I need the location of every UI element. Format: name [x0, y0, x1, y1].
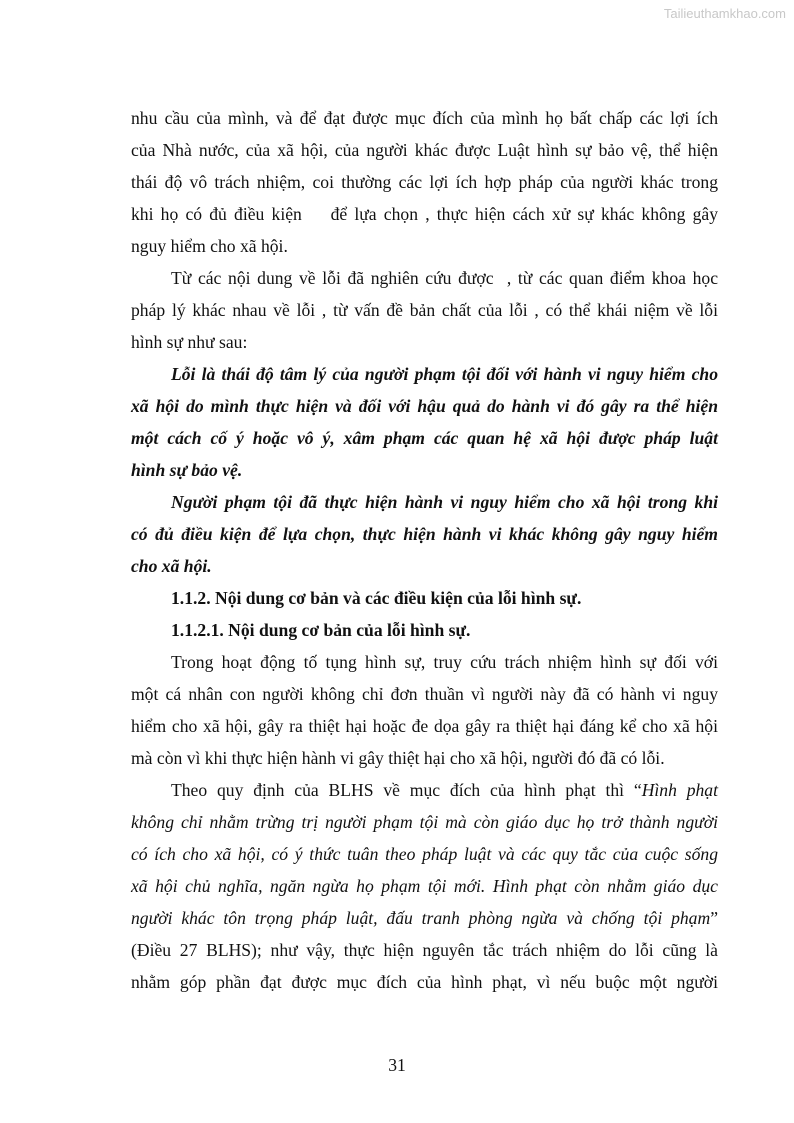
subsection-heading: 1.1.2.1. Nội dung cơ bản của lỗi hình sự. [171, 620, 471, 640]
text-line: có đủ điều kiện để lựa chọn, thực hiện hành vi khác không gây nguy hiểm [131, 524, 718, 544]
paragraph-intro-definition [131, 262, 718, 358]
definition-fault [131, 358, 718, 486]
text-line: nhằm góp phần đạt được mục đích của hình phạt, vì nếu buộc một người [131, 972, 718, 992]
page-number: 31 [388, 1055, 406, 1075]
quote-end: người khác tôn trọng pháp luật, đấu tranh phòng ngừa và chống tội phạm [131, 908, 711, 928]
text-line: của Nhà nước, của xã hội, của người khác được Luật hình sự bảo vệ, thể hiện [131, 140, 718, 160]
section-heading: 1.1.2. Nội dung cơ bản và các điều kiện của lỗi hình sự. [171, 588, 582, 608]
paragraph-criminal-liability [131, 646, 718, 774]
text-line: nhu cầu của mình, và để đạt được mục đích của mình họ bất chấp các lợi ích [131, 108, 718, 128]
text-line: nguy hiểm cho xã hội. [131, 236, 288, 256]
watermark: Tailieuthamkhao.com [663, 6, 786, 21]
definition-offender [131, 486, 718, 582]
text-line: cho xã hội. [131, 556, 212, 576]
paragraph-continuation [131, 102, 718, 262]
text-line: Trong hoạt động tố tụng hình sự, truy cứu trách nhiệm hình sự đối với [171, 652, 718, 672]
quote-lead: Theo quy định của BLHS về mục đích của hình phạt thì “ [171, 780, 642, 800]
text-line: pháp lý khác nhau về lỗi , từ vấn đề bản chất của lỗi , có thể khái niệm về lỗi [131, 300, 718, 320]
text-line: (Điều 27 BLHS); như vậy, thực hiện nguyên tắc trách nhiệm do lỗi cũng là [131, 940, 718, 960]
text-line: khi họ có đủ điều kiện để lựa chọn , thực hiện cách xử sự khác không gây [131, 204, 718, 224]
quote-line: có ích cho xã hội, có ý thức tuân theo pháp luật và các quy tắc của cuộc sống [131, 844, 718, 864]
text-line: mà còn vì khi thực hiện hành vi gây thiệt hại cho xã hội, người đó đã có lỗi. [131, 748, 665, 768]
text-line: hình sự như sau: [131, 332, 248, 352]
text-line: thái độ vô trách nhiệm, coi thường các lợi ích hợp pháp của người khác trong [131, 172, 718, 192]
quote-line: xã hội chủ nghĩa, ngăn ngừa họ phạm tội mới. Hình phạt còn nhằm giáo dục [131, 876, 718, 896]
text-line: Từ các nội dung về lỗi đã nghiên cứu được , từ các quan điểm khoa học [171, 268, 718, 288]
quote-text: Hình phạt [641, 780, 718, 800]
text-line [131, 774, 718, 806]
text-line: hình sự bảo vệ. [131, 460, 243, 480]
text-line: hiểm cho xã hội, gây ra thiệt hại hoặc đe dọa gây ra thiệt hại đáng kể cho xã hội [131, 716, 718, 736]
text-line: một cá nhân con người không chỉ đơn thuần vì người này đã có hành vi nguy [131, 684, 718, 704]
text-line: xã hội do mình thực hiện và đối với hậu quả do hành vi đó gây ra thể hiện [131, 396, 718, 416]
text-line: một cách cố ý hoặc vô ý, xâm phạm các quan hệ xã hội được pháp luật [131, 428, 718, 448]
close-quote: ” [710, 908, 718, 928]
quote-line: không chỉ nhằm trừng trị người phạm tội mà còn giáo dục họ trở thành người [131, 812, 718, 832]
paragraph-purpose-of-punishment [131, 774, 718, 998]
text-line: Lỗi là thái độ tâm lý của người phạm tội đối với hành vi nguy hiểm cho [171, 364, 718, 384]
text-line [131, 902, 718, 934]
document-body [131, 102, 718, 998]
text-line: Người phạm tội đã thực hiện hành vi nguy hiểm cho xã hội trong khi [171, 492, 718, 512]
